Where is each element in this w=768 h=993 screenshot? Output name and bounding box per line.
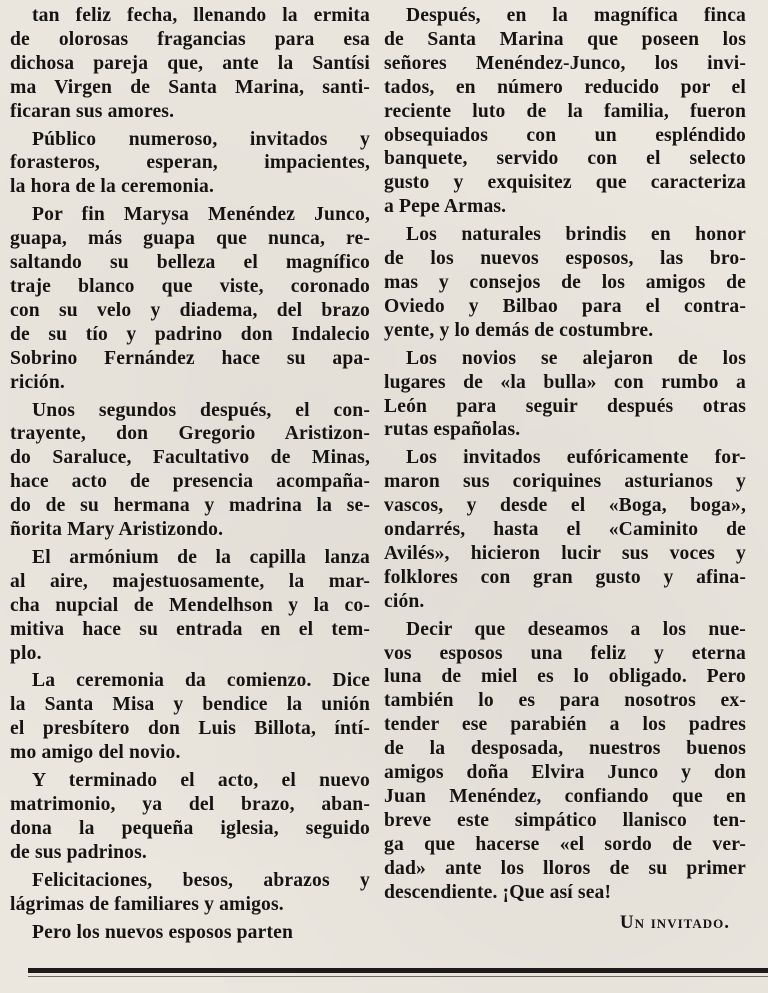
- text-line: reciente luto de la familia, fueron: [384, 100, 746, 122]
- text-line: lágrimas de familiares y amigos.: [10, 893, 284, 915]
- text-line: descendiente. ¡Que así sea!: [384, 881, 612, 903]
- article-column-right: [384, 4, 746, 934]
- article-paragraph: [10, 546, 370, 666]
- text-line: Y terminado el acto, el nuevo: [32, 770, 370, 792]
- text-line: amigos doña Elvira Junco y don: [384, 762, 746, 784]
- text-line: señores Menéndez-Junco, los invi-: [384, 52, 746, 74]
- text-line: de su tío y padrino don Indalecio: [10, 323, 370, 345]
- bottom-rule-thin: [28, 976, 768, 977]
- text-line: Pero los nuevos esposos parten: [32, 921, 294, 943]
- text-line: la Santa Misa y bendice la unión: [10, 694, 370, 716]
- text-line: maron sus coriquines asturianos y: [384, 471, 746, 493]
- text-line: vascos, y desde el «Boga, boga»,: [384, 495, 746, 517]
- text-line: forasteros, esperan, impacientes,: [10, 152, 370, 174]
- text-line: El armónium de la capilla lanza: [32, 546, 370, 568]
- text-line: saltando su belleza el magnífico: [10, 252, 370, 274]
- text-line: hace acto de presencia acompaña-: [10, 471, 370, 493]
- article-paragraph: [10, 399, 370, 542]
- text-line: dad» ante los lloros de su primer: [384, 857, 746, 879]
- text-line: tan feliz fecha, llenando la ermita: [32, 5, 370, 26]
- text-line: Decir que deseamos a los nue-: [406, 618, 746, 640]
- text-line: cha nupcial de Mendelhson y la co-: [10, 594, 370, 616]
- text-line: dona la pequeña iglesia, seguido: [10, 817, 370, 839]
- text-line: Unos segundos después, el con-: [32, 399, 370, 421]
- text-line: Avilés», hicieron lucir sus voces y: [384, 542, 746, 564]
- text-line: traje blanco que viste, coronado: [10, 275, 370, 297]
- text-line: folklores con gran gusto y afina-: [384, 566, 746, 588]
- text-line: dichosa pareja que, ante la Santísi: [10, 52, 370, 74]
- bottom-rule: [28, 968, 768, 973]
- text-line: al aire, majestuosamente, la mar-: [10, 570, 370, 592]
- text-line: León para seguir después otras: [384, 395, 746, 417]
- text-line: plo.: [10, 642, 42, 664]
- text-line: trayente, don Gregorio Aristizon-: [10, 423, 370, 445]
- article-paragraph: [10, 869, 370, 917]
- text-line: lugares de «la bulla» con rumbo a: [384, 371, 746, 393]
- text-line: de olorosas fragancias para esa: [10, 28, 370, 50]
- text-line: Público numeroso, invitados y: [32, 128, 370, 150]
- text-line: ficaran sus amores.: [10, 100, 175, 122]
- text-line: rutas españolas.: [384, 419, 521, 441]
- text-line: mitiva hace su entrada en el tem-: [10, 618, 370, 640]
- text-line: La ceremonia da comienzo. Dice: [32, 670, 370, 692]
- text-line: rición.: [10, 371, 65, 393]
- article-paragraph: [384, 223, 746, 343]
- text-line: obsequiados con un espléndido: [384, 124, 746, 146]
- text-line: ga que hacerse «el sordo de ver-: [384, 833, 746, 855]
- article-paragraph: [10, 203, 370, 394]
- text-line: do Saraluce, Facultativo de Minas,: [10, 447, 370, 469]
- text-line: Después, en la magnífica finca: [406, 5, 746, 26]
- text-line: mas y consejos de los amigos de: [384, 271, 746, 293]
- text-line: yente, y lo demás de costumbre.: [384, 319, 654, 341]
- text-line: ñorita Mary Aristizondo.: [10, 519, 224, 541]
- text-line: breve este simpático llanisco ten-: [384, 809, 746, 831]
- text-line: Felicitaciones, besos, abrazos y: [32, 869, 370, 891]
- text-line: mo amigo del novio.: [10, 742, 181, 764]
- text-line: también lo es para nosotros ex-: [384, 690, 746, 712]
- article-paragraph: [10, 128, 370, 200]
- text-line: Juan Menéndez, confiando que en: [384, 786, 746, 807]
- text-line: de Santa Marina que poseen los: [384, 28, 746, 50]
- text-line: banquete, servido con el selecto: [384, 148, 746, 170]
- text-line: tender ese parabién a los padres: [384, 714, 746, 736]
- text-line: Los invitados eufóricamente for-: [406, 447, 746, 469]
- text-line: Los novios se alejaron de los: [406, 347, 746, 369]
- text-line: luna de miel es lo obligado. Pero: [384, 666, 746, 688]
- text-line: do de su hermana y madrina la se-: [10, 495, 370, 517]
- article-signature: Un invitado.: [619, 911, 730, 933]
- article-paragraph: [10, 669, 370, 765]
- article-paragraph: [384, 347, 746, 443]
- text-line: gusto y exquisitez que caracteriza: [384, 172, 746, 194]
- article-paragraph: [10, 769, 370, 865]
- text-line: Sobrino Fernández hace su apa-: [10, 347, 370, 369]
- text-line: a Pepe Armas.: [384, 196, 507, 218]
- text-line: tados, en número reducido por el: [384, 76, 746, 98]
- text-line: ma Virgen de Santa Marina, santi-: [10, 76, 370, 98]
- text-line: Los naturales brindis en honor: [406, 224, 746, 246]
- text-line: vos esposos una feliz y eterna: [384, 642, 746, 664]
- text-line: con su velo y diadema, del brazo: [10, 299, 370, 321]
- text-line: la hora de la ceremonia.: [10, 176, 215, 198]
- article-paragraph: [384, 618, 746, 905]
- text-line: Oviedo y Bilbao para el contra-: [384, 295, 746, 317]
- text-line: matrimonio, ya del brazo, aban-: [10, 794, 370, 815]
- text-line: ondarrés, hasta el «Caminito de: [384, 519, 746, 541]
- text-line: guapa, más guapa que nunca, re-: [10, 228, 370, 250]
- article-column-left: [10, 4, 370, 944]
- text-line: ción.: [384, 590, 425, 612]
- text-line: de sus padrinos.: [10, 841, 147, 863]
- article-paragraph: [10, 4, 370, 124]
- article-paragraph: [384, 4, 746, 219]
- article-paragraph: [10, 921, 370, 945]
- text-line: el presbítero don Luis Billota, íntí-: [10, 718, 370, 740]
- text-line: de la desposada, nuestros buenos: [384, 738, 746, 760]
- article-paragraph: [384, 446, 746, 613]
- text-line: de los nuevos esposos, las bro-: [384, 248, 746, 270]
- text-line: Por fin Marysa Menéndez Junco,: [32, 204, 370, 226]
